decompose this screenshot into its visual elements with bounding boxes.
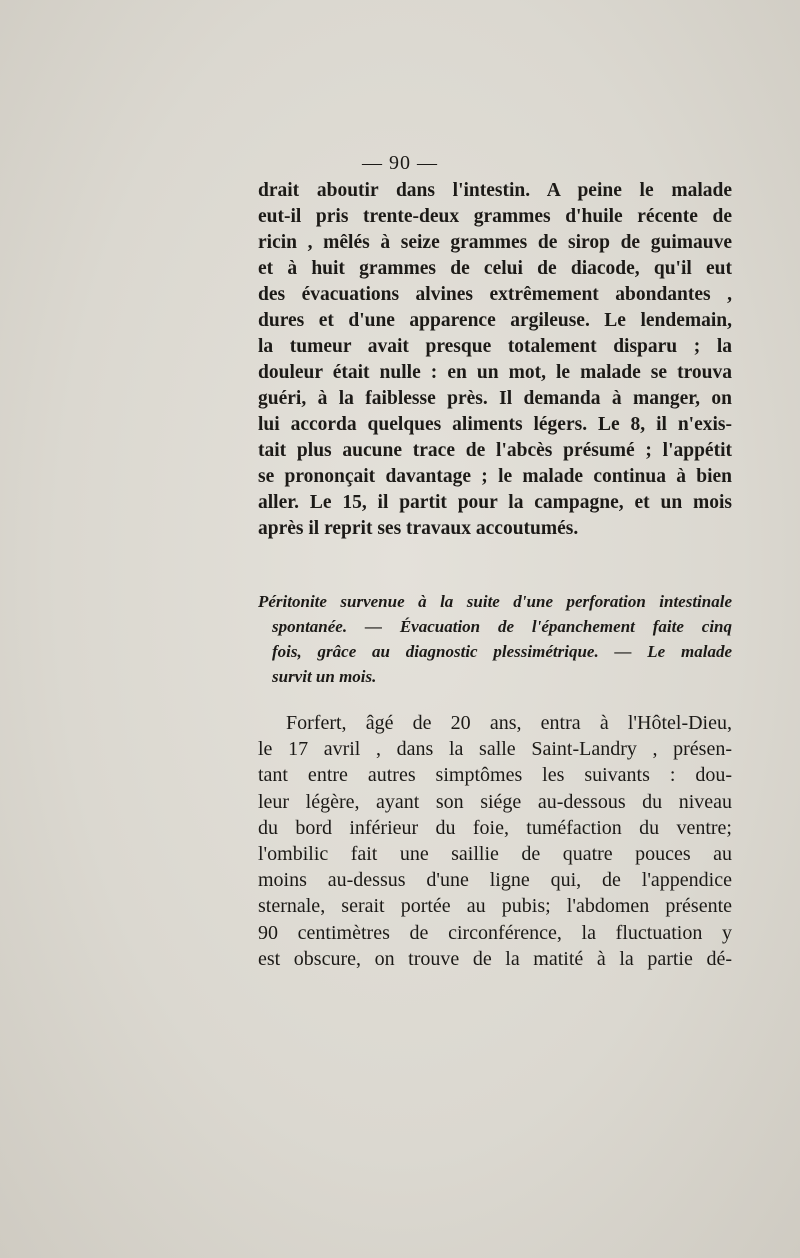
heading-line: fois, grâce au diagnostic plessimétrique. — Le malade [272,642,732,661]
text-line: tant entre autres simptômes les suivants : dou- [258,764,732,787]
text-line: sternale, serait portée au pubis; l'abdomen présente [258,895,732,918]
text-line: des évacuations alvines extrêmement abondantes , [258,284,732,305]
text-line: se prononçait davantage ; le malade continua à bien [258,466,732,487]
text-line: Forfert, âgé de 20 ans, entra à l'Hôtel-Dieu, [286,712,732,734]
text-line: douleur était nulle : en un mot, le malade se trouva [258,362,732,383]
text-line: ricin , mêlés à seize grammes de sirop de guimauve [258,232,732,253]
text-line: après il reprit ses travaux accoutumés. [258,518,579,539]
text-line: dures et d'une apparence argileuse. Le lendemain, [258,310,732,331]
text-line: eut-il pris trente-deux grammes d'huile récente de [258,206,732,227]
text-line: tait plus aucune trace de l'abcès présumé ; l'appétit [258,440,732,461]
heading-line: Péritonite survenue à la suite d'une perforation intestinale [258,592,732,611]
paragraph-case-continuation [258,178,732,542]
case-heading [258,589,732,689]
heading-line: survit un mois. [272,667,377,686]
text-line: leur légère, ayant son siége au-dessous du niveau [258,790,732,813]
heading-line: spontanée. — Évacuation de l'épanchement faite cinq [272,617,732,636]
text-line: et à huit grammes de celui de diacode, qu'il eut [258,258,732,279]
text-line: moins au-dessus d'une ligne qui, de l'appendice [258,869,732,892]
text-line: drait aboutir dans l'intestin. A peine le malade [258,180,732,201]
text-line: guéri, à la faiblesse près. Il demanda à manger, on [258,388,732,409]
text-line: du bord inférieur du foie, tuméfaction du ventre; [258,816,732,839]
text-line: aller. Le 15, il partit pour la campagne, et un mois [258,492,732,513]
page-number: — 90 — [362,152,438,174]
paragraph-case-report [258,710,732,972]
text-line: est obscure, on trouve de la matité à la partie dé- [258,947,732,970]
text-line: le 17 avril , dans la salle Saint-Landry , présen- [258,738,732,761]
text-line: l'ombilic fait une saillie de quatre pouces au [258,842,732,865]
text-line: la tumeur avait presque totalement disparu ; la [258,336,732,357]
text-line: lui accorda quelques aliments légers. Le 8, il n'exis- [258,414,732,435]
text-line: 90 centimètres de circonférence, la fluctuation y [258,921,732,944]
